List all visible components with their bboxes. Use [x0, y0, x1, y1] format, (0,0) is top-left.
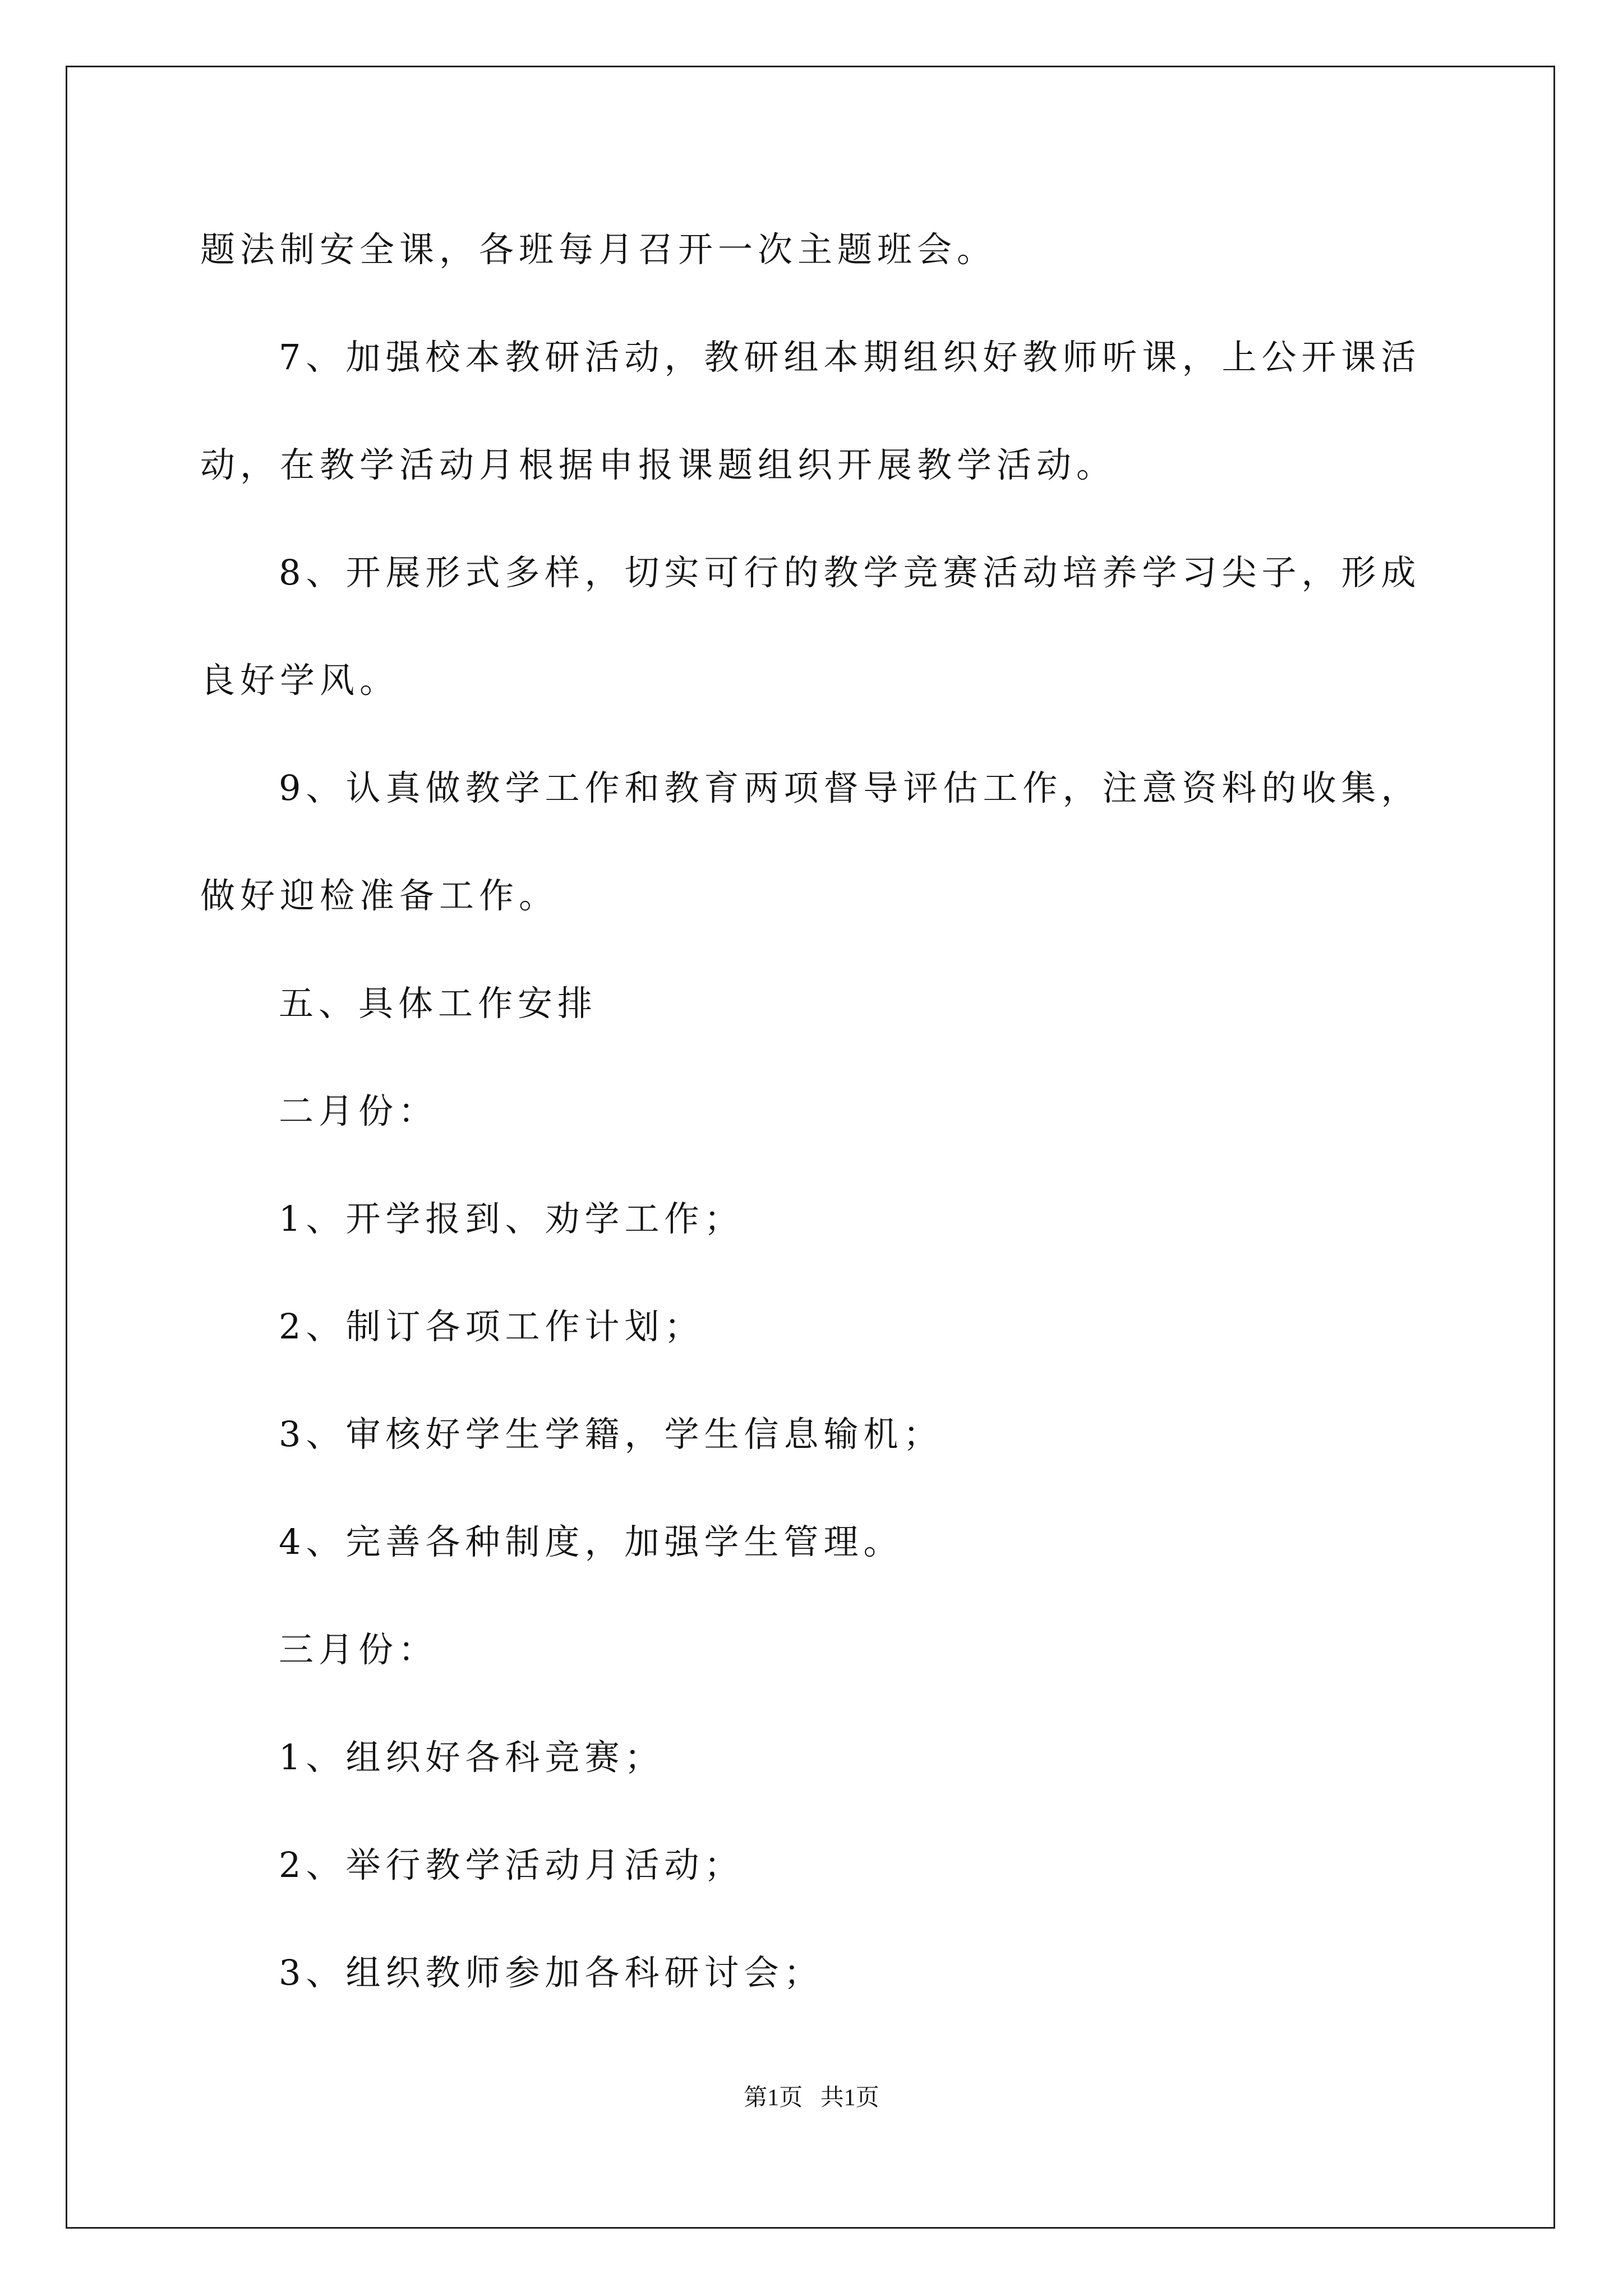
list-item: 2、举行教学活动月活动；: [279, 1844, 744, 1885]
month-heading: 二月份：: [279, 1091, 439, 1131]
page-number-footer: 第1页 共1页: [744, 2085, 879, 2111]
text-line: 良好学风。: [200, 660, 400, 701]
text-line: 8、开展形式多样，切实可行的教学竞赛活动培养学习尖子，形成: [279, 552, 1421, 593]
text-line: 7、加强校本教研活动，教研组本期组织好教师听课，上公开课活: [279, 337, 1421, 378]
text-line: 动，在教学活动月根据申报课题组织开展教学活动。: [200, 444, 1117, 485]
list-item: 4、完善各种制度，加强学生管理。: [279, 1521, 903, 1562]
list-item: 2、制订各项工作计划；: [279, 1306, 704, 1347]
text-line: 做好迎检准备工作。: [200, 875, 559, 916]
text-line: 题法制安全课，各班每月召开一次主题班会。: [200, 229, 997, 270]
page-frame: [66, 66, 1555, 2229]
list-item: 3、审核好学生学籍，学生信息输机；: [279, 1414, 943, 1455]
list-item: 3、组织教师参加各科研讨会；: [279, 1952, 824, 1993]
list-item: 1、开学报到、劝学工作；: [279, 1198, 744, 1239]
text-line: 9、认真做教学工作和教育两项督导评估工作，注意资料的收集，: [279, 767, 1421, 808]
list-item: 1、组织好各科竞赛；: [279, 1737, 665, 1778]
month-heading: 三月份：: [279, 1629, 439, 1670]
section-heading: 五、具体工作安排: [279, 983, 598, 1024]
